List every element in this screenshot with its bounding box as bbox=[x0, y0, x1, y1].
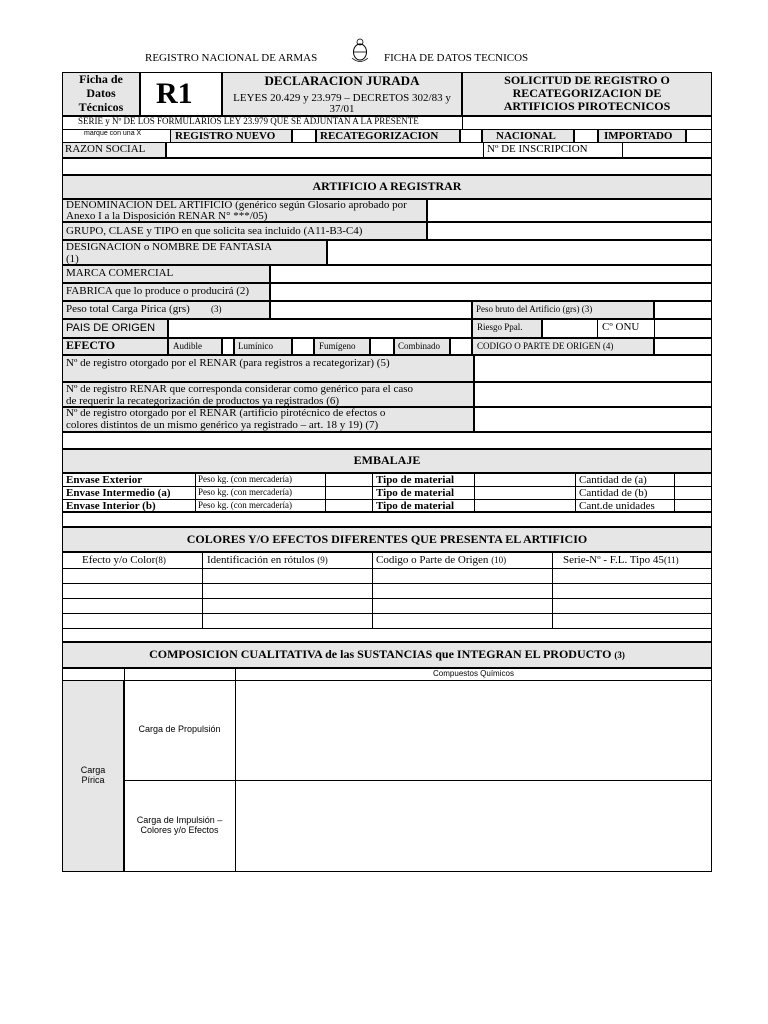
header-identificacion: Identificación en rótulos (9) bbox=[207, 554, 328, 566]
header-efecto: Efecto y/o Color(8) bbox=[82, 554, 166, 566]
importado-checkbox[interactable] bbox=[686, 129, 712, 143]
codigo-label: CODIGO O PARTE DE ORIGEN (4) bbox=[477, 341, 614, 351]
colores-title: COLORES Y/O EFECTOS DIFERENTES QUE PRESENTA EL ARTIFICIO bbox=[186, 532, 588, 546]
fumigeno-checkbox[interactable] bbox=[370, 338, 394, 355]
solicitud-line-2: RECATEGORIZACION DE bbox=[512, 86, 662, 100]
peso-total-label: Peso total Carga Pírica (grs) bbox=[66, 303, 190, 315]
carga-pirica-line-1: Carga bbox=[80, 765, 106, 775]
peso-bruto-field[interactable] bbox=[654, 301, 712, 319]
serie-label: SERIE y Nº DE LOS FORMULARIOS LEY 23.979 QUE SE ADJUNTAN A LA PRESENTE bbox=[78, 116, 419, 126]
recategorizacion-label: RECATEGORIZACION bbox=[320, 130, 439, 142]
fabrica-field[interactable] bbox=[270, 283, 712, 301]
denominacion-line-1: DENOMINACION DEL ARTIFICIO (genérico según Glosario aprobado por bbox=[66, 199, 407, 211]
peso-total-ref: (3) bbox=[211, 304, 222, 314]
codigo-field[interactable] bbox=[654, 338, 712, 355]
envase-exterior-tipo: Tipo de material bbox=[376, 474, 455, 486]
impulsion-field[interactable] bbox=[236, 781, 711, 871]
registro-5-label: Nº de registro otorgado por el RENAR (para registros a recategorizar) (5) bbox=[66, 357, 390, 369]
registro-nuevo-checkbox[interactable] bbox=[292, 129, 316, 143]
denominacion-line-2: Anexo I a la Disposición RENAR N° ***/05) bbox=[66, 210, 268, 222]
header-codigo: Codigo o Parte de Origen (10) bbox=[376, 554, 507, 566]
combinado-checkbox[interactable] bbox=[450, 338, 472, 355]
impulsion-line-1: Carga de Impulsión – bbox=[136, 815, 223, 825]
impulsion-line-2: Colores y/o Efectos bbox=[140, 825, 219, 835]
inscripcion-label: Nº DE INSCRIPCION bbox=[487, 143, 588, 155]
grupo-label: GRUPO, CLASE y TIPO en que solicita sea incluido (A11-B3-C4) bbox=[66, 225, 363, 237]
pais-label: PAIS DE ORIGEN bbox=[66, 322, 156, 334]
envase-exterior-peso: Peso kg. (con mercadería) bbox=[198, 474, 292, 484]
onu-field[interactable] bbox=[654, 319, 712, 338]
ficha-line-1: Ficha de bbox=[79, 72, 123, 86]
composicion-title: COMPOSICION CUALITATIVA de las SUSTANCIAS que INTEGRAN EL PRODUCTO (3) bbox=[149, 647, 625, 661]
registry-name: REGISTRO NACIONAL DE ARMAS bbox=[145, 52, 318, 64]
recategorizacion-checkbox[interactable] bbox=[460, 129, 482, 143]
carga-pirica-line-2: Pírica bbox=[81, 775, 105, 785]
efecto-label: EFECTO bbox=[66, 338, 116, 352]
registro-7-field[interactable] bbox=[474, 407, 712, 432]
artificio-title: ARTIFICIO A REGISTRAR bbox=[312, 179, 462, 193]
luminico-checkbox[interactable] bbox=[292, 338, 314, 355]
envase-intermedio-cant: Cantidad de (b) bbox=[579, 487, 648, 499]
registro-7-line-1: Nº de registro otorgado por el RENAR (artificio pirotécnico de efectos o bbox=[66, 407, 386, 419]
envase-exterior-label: Envase Exterior bbox=[66, 474, 143, 486]
propulsion-label: Carga de Propulsión bbox=[138, 724, 221, 734]
marca-label: MARCA COMERCIAL bbox=[66, 267, 174, 279]
designacion-line-1: DESIGNACION o NOMBRE DE FANTASIA bbox=[66, 241, 273, 253]
declaration-title: DECLARACION JURADA bbox=[264, 73, 420, 88]
header-serie: Serie-Nº - F.L. Tipo 45(11) bbox=[563, 554, 679, 566]
declaration-laws-2: 37/01 bbox=[329, 103, 355, 115]
ficha-line-3: Técnicos bbox=[78, 100, 124, 114]
coat-of-arms-icon bbox=[350, 38, 370, 64]
denominacion-field[interactable] bbox=[427, 199, 712, 222]
peso-bruto-label: Peso bruto del Artificio (grs) (3) bbox=[476, 304, 593, 314]
registro-5-field[interactable] bbox=[474, 355, 712, 382]
fabrica-label: FABRICA que lo produce o producirá (2) bbox=[66, 285, 250, 297]
riesgo-field[interactable] bbox=[542, 319, 598, 338]
onu-label: Cº ONU bbox=[602, 321, 640, 333]
registro-nuevo-label: REGISTRO NUEVO bbox=[175, 130, 276, 142]
registro-7-line-2: colores distintos de un mismo genérico ya registrado – art. 18 y 19) (7) bbox=[66, 419, 379, 431]
razon-social-field[interactable] bbox=[166, 142, 484, 158]
luminico-label: Lumínico bbox=[238, 341, 273, 351]
registro-6-line-2: de requerir la recategorización de productos ya registrados (6) bbox=[66, 395, 340, 407]
registro-6-line-1: Nº de registro RENAR que corresponda considerar como genérico para el caso bbox=[66, 383, 414, 395]
declaration-laws-1: LEYES 20.429 y 23.979 – DECRETOS 302/83 y bbox=[233, 92, 451, 104]
embalaje-title: EMBALAJE bbox=[353, 453, 421, 467]
ficha-line-2: Datos bbox=[86, 86, 116, 100]
nacional-label: NACIONAL bbox=[496, 130, 556, 142]
designacion-line-2: (1) bbox=[66, 253, 79, 265]
propulsion-field[interactable] bbox=[236, 681, 711, 779]
fumigeno-label: Fumígeno bbox=[319, 341, 356, 351]
envase-interior-peso: Peso kg. (con mercadería) bbox=[198, 500, 292, 510]
envase-intermedio-label: Envase Intermedio (a) bbox=[66, 487, 171, 499]
envase-interior-tipo: Tipo de material bbox=[376, 500, 455, 512]
razon-social-label: RAZON SOCIAL bbox=[65, 143, 146, 155]
designacion-field[interactable] bbox=[327, 240, 712, 265]
inscripcion-field[interactable] bbox=[622, 142, 712, 158]
combinado-label: Combinado bbox=[398, 341, 440, 351]
marca-field[interactable] bbox=[270, 265, 712, 283]
marque-label: marque con una X bbox=[84, 130, 142, 137]
nacional-checkbox[interactable] bbox=[574, 129, 598, 143]
form-code: R1 bbox=[156, 77, 193, 110]
peso-total-field[interactable] bbox=[270, 301, 472, 319]
envase-intermedio-tipo: Tipo de material bbox=[376, 487, 455, 499]
compuestos-header: Compuestos Químicos bbox=[433, 669, 514, 678]
registro-6-field[interactable] bbox=[474, 382, 712, 407]
solicitud-line-3: ARTIFICIOS PIROTECNICOS bbox=[503, 99, 671, 113]
envase-interior-label: Envase Interior (b) bbox=[66, 500, 156, 512]
spacer-row bbox=[62, 158, 712, 175]
envase-exterior-cant: Cantidad de (a) bbox=[579, 474, 647, 486]
riesgo-label: Riesgo Ppal. bbox=[477, 322, 523, 332]
grupo-field[interactable] bbox=[427, 222, 712, 240]
solicitud-line-1: SOLICITUD DE REGISTRO O bbox=[504, 73, 670, 87]
envase-intermedio-peso: Peso kg. (con mercadería) bbox=[198, 487, 292, 497]
audible-label: Audible bbox=[173, 341, 202, 351]
importado-label: IMPORTADO bbox=[604, 130, 673, 142]
envase-interior-cant: Cant.de unidades bbox=[579, 500, 655, 512]
audible-checkbox[interactable] bbox=[222, 338, 234, 355]
pais-field[interactable] bbox=[168, 319, 472, 338]
form-title: FICHA DE DATOS TECNICOS bbox=[384, 52, 529, 64]
